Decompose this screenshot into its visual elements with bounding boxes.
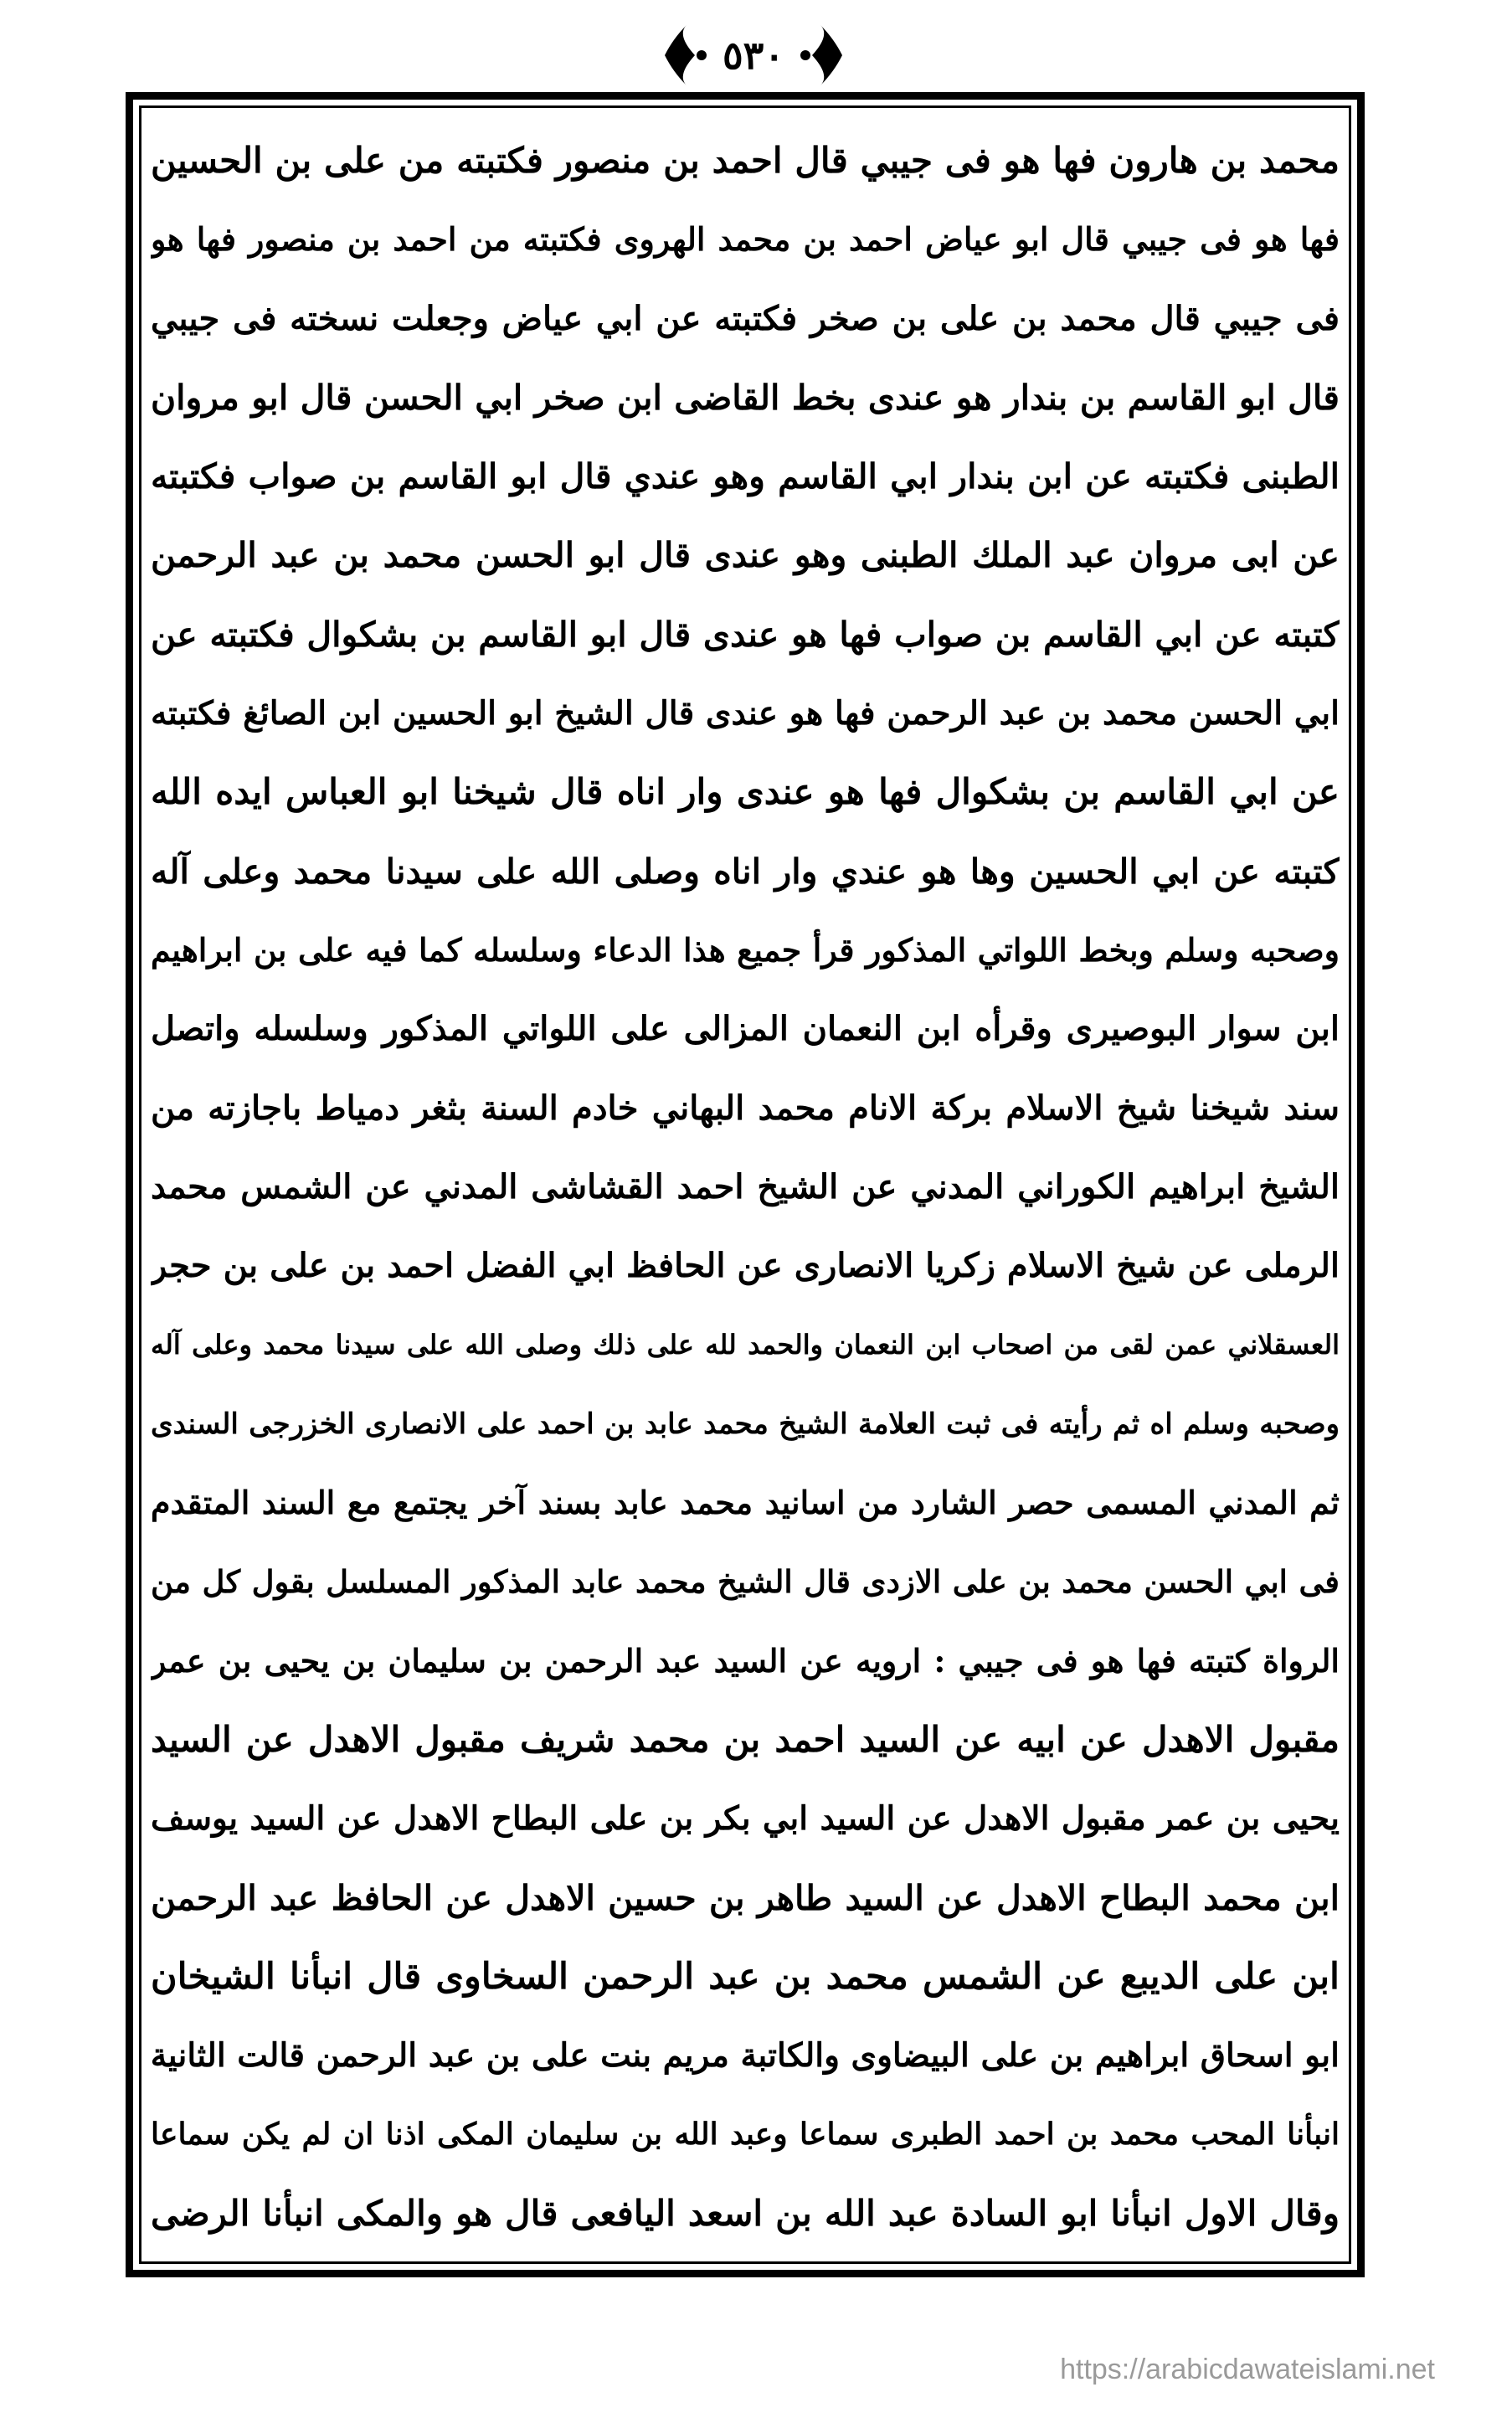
text-line: ثم المدني المسمى حصر الشارد من اسانيد محمد عابد بسند آخر يجتمع مع السند المتقدم xyxy=(151,1484,1340,1522)
text-line: محمد بن هارون فها هو فى جيبي قال احمد بن منصور فكتبته من على بن الحسين xyxy=(151,140,1340,181)
page-number: ٥٣٠ xyxy=(722,33,785,78)
text-line: وصحبه وسلم اه ثم رأيته فى ثبت العلامة الشيخ محمد عابد بن احمد على الانصارى الخزرجى السندى xyxy=(151,1407,1340,1441)
text-line: ابن على الديبع عن الشمس محمد بن عبد الرحمن السخاوى قال انبأنا الشيخان xyxy=(151,1955,1340,1998)
text-line: الرملى عن شيخ الاسلام زكريا الانصارى عن الحافظ ابي الفضل احمد بن على بن حجر xyxy=(151,1246,1340,1286)
text-line: يحيى بن عمر مقبول الاهدل عن السيد ابي بكر بن على البطاح الاهدل عن السيد يوسف xyxy=(151,1799,1340,1839)
text-line: فها هو فى جيبي قال ابو عياض احمد بن محمد الهروى فكتبته من احمد بن منصور فها هو xyxy=(151,220,1340,259)
text-line: ابي الحسن محمد بن عبد الرحمن فها هو عندى قال الشيخ ابو الحسين ابن الصائغ فكتبته xyxy=(151,694,1340,733)
text-line: العسقلاني عمن لقى من اصحاب ابن النعمان والحمد لله على ذلك وصلى الله على سيدنا محمد وعلى آله xyxy=(151,1329,1340,1361)
text-line: كتبته عن ابي القاسم بن صواب فها هو عندى قال ابو القاسم بن بشكوال فكتبته عن xyxy=(151,614,1340,655)
text-line: مقبول الاهدل عن ابيه عن السيد احمد بن محمد شريف مقبول الاهدل عن السيد xyxy=(151,1718,1340,1760)
watermark-url: https://arabicdawateislami.net xyxy=(1060,2354,1435,2385)
text-line: سند شيخنا شيخ الاسلام بركة الانام محمد البهاني خادم السنة بثغر دمياط باجازته من xyxy=(151,1088,1340,1128)
text-line: عن ابى مروان عبد الملك الطبنى وهو عندى قال ابو الحسن محمد بن عبد الرحمن xyxy=(151,535,1340,576)
text-line: عن ابي القاسم بن بشكوال فها هو عندى وار اناه قال شيخنا ابو العباس ايده الله xyxy=(151,771,1340,813)
text-line: الطبنى فكتبته عن ابن بندار ابي القاسم وهو عندي قال ابو القاسم بن صواب فكتبته xyxy=(151,456,1340,497)
body-text xyxy=(151,124,1340,2251)
text-line: قال ابو القاسم بن بندار هو عندى بخط القاضى ابن صخر ابي الحسن قال ابو مروان xyxy=(151,377,1340,418)
text-line: وقال الاول انبأنا ابو السادة عبد الله بن اسعد اليافعى قال هو والمكى انبأنا الرضى xyxy=(151,2192,1340,2234)
text-line: الشيخ ابراهيم الكوراني المدني عن الشيخ احمد القشاشى المدني عن الشمس محمد xyxy=(151,1166,1340,1206)
text-line: ابن سوار البوصيرى وقرأه ابن النعمان المزالى على اللواتي المذكور وسلسله واتصل xyxy=(151,1009,1340,1049)
page-number-ornament xyxy=(661,18,846,92)
text-line: وصحبه وسلم وبخط اللواتي المذكور قرأ جميع هذا الدعاء وسلسله كما فيه على بن ابراهيم xyxy=(151,930,1340,969)
text-line: ابو اسحاق ابراهيم بن على البيضاوى والكاتبة مريم بنت على بن عبد الرحمن قالت الثانية xyxy=(151,2036,1340,2076)
text-line: فى ابي الحسن محمد بن على الازدى قال الشيخ محمد عابد المذكور المسلسل بقول كل من xyxy=(151,1563,1340,1601)
text-line: ابن محمد البطاح الاهدل عن السيد طاهر بن حسين الاهدل عن الحافظ عبد الرحمن xyxy=(151,1877,1340,1918)
text-line: انبأنا المحب محمد بن احمد الطبرى سماعا وعبد الله بن سليمان المكى اذنا ان لم يكن سماعا xyxy=(151,2117,1340,2153)
text-line: كتبته عن ابي الحسين وها هو عندي وار اناه وصلى الله على سيدنا محمد وعلى آله xyxy=(151,851,1340,892)
text-line: الرواة كتبته فها هو فى جيبي : ارويه عن السيد عبد الرحمن بن سليمان بن يحيى بن عمر xyxy=(151,1641,1340,1680)
text-line: فى جيبي قال محمد بن على بن صخر فكتبته عن ابي عياض وجعلت نسخته فى جيبي xyxy=(151,298,1340,338)
